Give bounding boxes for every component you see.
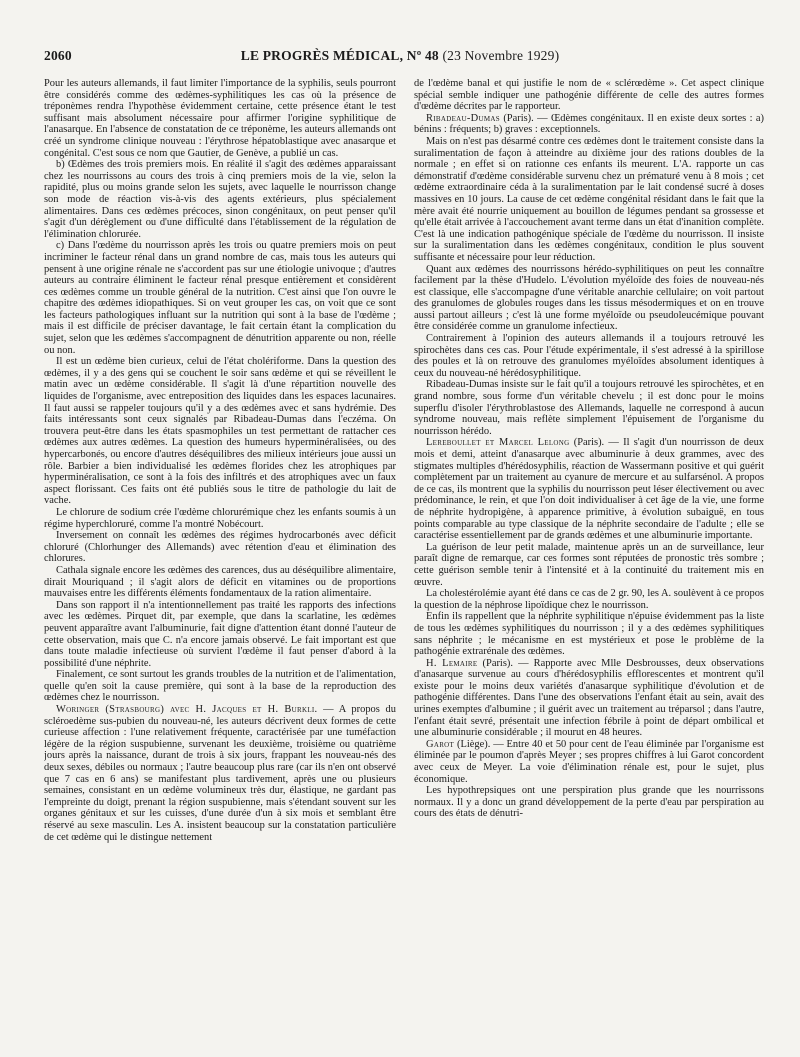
paragraph: Finalement, ce sont surtout les grands troubles de la nutrition et de l'alimentation, quelle qu'en soit la cause première, qui sont à la base de la reproduction des œdèmes chez le nourrisson. xyxy=(44,669,396,704)
report-text: — A propos du scléroedème sus-pubien du nouveau-né, les auteurs décrivent deux formes de cette curieuse affection : l'une relativement fréquente, caractérisée par une tuméfaction légère de la région suspubienne, survenant les deuxième, troisième ou quatrième jours après la naissance, durant de trois à six jours, frappant les nouveau-nés des deux sexes, débiles ou normaux ; l'autre beaucoup plus rare (car ils n'en ont observé que 7 cas en 6 ans) se manifestant plus tardivement, après une ou plusieurs semaines, consistant en un œdème volumineux très dur, élastique, ne gardant pas l'empreinte du doigt, prenant la région suspubienne, mais s'étendant souvent sur les organes génitaux et sur les cuisses, d'une durée d'un à six mois et semblant être réservé au sexe masculin. Les A. insistent beaucoup sur la constatation particulière de cet œdème qui le distingue nettement xyxy=(44,704,396,843)
paragraph: Inversement on connaît les œdèmes des régimes hydrocarbonés avec déficit chloruré (Chlorhunger des Allemands) avec rétention d'eau et élimination des chlorures. xyxy=(44,530,396,565)
journal-title: LE PROGRÈS MÉDICAL, xyxy=(240,48,404,63)
paragraph: Mais on n'est pas désarmé contre ces œdèmes dont le traitement consiste dans la suralimentation de façon à atteindre au dixième jour des rations doubles de la normale ; en effet si on rationne ces enfants ils meurent. L'A. rapporte un cas démonstratif d'œdème considérable survenu chez un prématuré venu à 8 mois ; cet œdème extraordinaire céda à la suralimentation par le lait condensé sucré à doses massives en 10 jours. La cause de cet œdème congénital résidant dans le fait que la mère avait été nourrie uniquement au bouillon de légumes pendant sa grossesse et qu'elle était arrivée à l'accouchement avant terme dans un état d'inanition complète. C'est là une indication pathogénique spéciale de l'œdème du nourrisson. Il insiste sur la suralimentation dans les œdèmes congénitaux, condition le plus souvent suffisante et nécessaire pour leur réduction. xyxy=(414,135,764,263)
paragraph: Quant aux œdèmes des nourrissons hérédo-syphilitiques on peut les connaître facilement par la thèse d'Hudelo. L'évolution myéloïde des foies de nouveau-nés est classique, elle s'accompagne d'une véritable anarchie cellulaire; on voit partout des granulomes de globules rouges dans les tissus mésodermiques et on en trouve aussi partout ailleurs ; c'est là une forme myéloïde ou pseudoleucémique pouvant être considérée comme un granulome infectieux. xyxy=(414,263,764,333)
running-head xyxy=(44,48,756,64)
issue-date: (23 Novembre 1929) xyxy=(442,48,560,63)
report-paragraph xyxy=(414,739,764,785)
report-text: (Paris). — Rapporte avec Mlle Desbrousses, deux observations d'anasarque survenue au cours d'hérédosyphilis efflorescentes et montrent qu'il existe pour le moins deux variétés d'anasarque syphilitique d'évolution et de pathogénie différentes. Dans l'une des observations l'enfant était au sein, avait des urines exemptes d'albumine ; il guérit avec un traitement au tréparsol ; dans l'autre, l'enfant était sevré, présentait une infection fébrile à point de départ ombilical et une albuminurie considérable ; il mourut en 48 heures. xyxy=(414,657,764,739)
report-text: (Liège). — Entre 40 et 50 pour cent de l'eau éliminée par l'organisme est éliminée par le poumon d'après Meyer ; ses propres chiffres à lui Garot concordent avec ceux de Meyer. La voie d'élimination rénale est, pour le sujet, plus économique. xyxy=(414,738,764,785)
report-authors: Lereboullet et Marcel Lelong xyxy=(426,437,570,449)
page-number: 2060 xyxy=(44,48,72,63)
right-column xyxy=(414,78,764,1050)
report-paragraph xyxy=(414,113,764,136)
paragraph: c) Dans l'œdème du nourrisson après les trois ou quatre premiers mois on peut incriminer le facteur rénal dans un grand nombre de cas, mais tous les auteurs qui pensent à une origine rénale ne s'accordent pas sur une étiologie univoque ; d'autres auteurs au contraire éliminent le facteur rénal presque entièrement et considèrent ces œdèmes comme un trouble général de la nutrition. C'est ainsi que l'on ouvre le chapitre des œdèmes idiopathiques. Si on veut grouper les cas, on voit que ce sont les facteurs pathologiques influant sur la nutrition qui sont à la base de l'œdème ; mais il est difficile de préciser davantage, le fait certain étant la complication du sujet, selon que les œdèmes s'accompagnent de dénutrition apparente ou non, réelle ou non. xyxy=(44,240,396,356)
report-authors: Woringer (Strasbourg) avec H. Jacques et H. Burkli. xyxy=(56,704,318,716)
report-text: (Paris). — Œdèmes congénitaux. Il en existe deux sortes : a) bénins : fréquents; b) graves : exceptionnels. xyxy=(414,112,764,136)
paragraph: Il est un œdème bien curieux, celui de l'état cholériforme. Dans la question des œdèmes, il y a des gens qui se couchent le soir sans œdème et qui se réveillent le matin avec un œdème considérable. Il s'agit là d'une répartition nouvelle des liquides de l'organisme, avec entreposition des liquides dans les espaces lacunaires. Il faut aussi se rappeler toujours qu'il y a des œdèmes avec et sans hydrémie. Des faits intéressants sont ceux signalés par Ribadeau-Dumas dans l'eczéma. On trouvera peut-être dans les états spasmophiles un test permettant de rattacher ces œdèmes aux autres œdèmes. La question des humeurs hyperminéralisées, ou des hypercarbonés, ou encore d'autres déséquilibres des milieux intérieurs joue aussi un rôle. Barbier a bien individualisé les œdèmes florides chez les atrophiques par hyperminéralisation, ce sont à la fois des infiltrés et des atrophiques avec un faux aspect florissant. Ces faits ont été publiés sous le titre de pathologie du lait de vache. xyxy=(44,356,396,507)
paragraph: Les hypothrepsiques ont une perspiration plus grande que les nourrissons normaux. Il y a donc un grand développement de la perte d'eau par perspiration au cours des états de dénutri- xyxy=(414,785,764,820)
paragraph: b) Œdèmes des trois premiers mois. En réalité il s'agit des œdèmes apparaissant chez les nourrissons au cours des trois à cinq premiers mois de la vie, selon la rapidité, plus ou moins grande selon les sujets, avec laquelle le nourrisson change son mode de réaction vis-à-vis des agents extérieurs, plus spécialement alimentaires. Dans ces œdèmes précoces, sinon congénitaux, on peut penser qu'il s'agit d'un dérèglement ou d'une difficulté dans l'établissement de la régulation de l'élimination chlorurée. xyxy=(44,159,396,240)
report-paragraph xyxy=(414,437,764,541)
report-paragraph xyxy=(414,658,764,739)
paragraph: Le chlorure de sodium crée l'œdème chlorurémique chez les enfants soumis à un régime hyperchloruré, comme l'a montré Nobécourt. xyxy=(44,506,396,530)
paragraph: Dans son rapport il n'a intentionnellement pas traité les rapports des infections avec les œdèmes. Pirquet dit, par exemple, que dans la scarlatine, les œdèmes peuvent apparaître avant l'albuminurie, fait digne d'attention étant donné l'auteur de cette observation, mais que C. n'a encore jamais observé. Le fait important est que dans toute maladie infectieuse où survient l'œdème il faut penser d'abord à la possibilité d'une néphrite. xyxy=(44,599,396,669)
paragraph: La guérison de leur petit malade, maintenue après un an de surveillance, leur paraît digne de remarque, car ces formes sont réputées de pronostic très sombre ; cette guérison semble tenir à l'intensité et à la continuité du traitement mis en œuvre. xyxy=(414,541,764,588)
paragraph: Cathala signale encore les œdèmes des carences, dus au déséquilibre alimentaire, dirait Mouriquand ; il s'agit alors de déficit en vitamines ou de proportions mauvaises entre les différents éléments fondamentaux de la ration alimentaire. xyxy=(44,564,396,600)
paragraph: de l'œdème banal et qui justifie le nom de « sclérœdème ». Cet aspect clinique spécial semble indiquer une pathogénie différente de celle des autres formes d'œdème décrites par le rapporteur. xyxy=(414,78,764,113)
left-column xyxy=(44,78,396,1050)
report-text: (Paris). — Il s'agit d'un nourrisson de deux mois et demi, atteint d'anasarque avec albuminurie à deux grammes, avec des stigmates multiples d'hérédosyphilis, réaction de Wassermann positive et qui guérit complètement par un traitement au cyanure de mercure et au sulfarsénol. A propos de ce cas, ils montrent que la syphilis du nourrisson peut léser électivement ou avec prédominance, le rein, et que l'on doit individualiser à cet âge de la vie, une forme de néphrite hydropigène, à apparence primitive, à évolution subaiguë, en tous points comparable au type classique de la néphrite secondaire de l'adulte ; elle se caractérise essentiellement par de grands œdèmes et une albuminurie importante. xyxy=(414,437,764,542)
paragraph: Enfin ils rappellent que la néphrite syphilitique n'épuise évidemment pas la liste de tous les œdèmes syphilitiques du nourrisson ; il y a des œdèmes syphilitiques sans néphrite ; le mécanisme en est mystérieux et pose le problème de la pathogénie extrarénale des œdèmes. xyxy=(414,611,764,658)
paragraph: Contrairement à l'opinion des auteurs allemands il a toujours retrouvé les spirochètes dans ces cas. Pour l'étude expérimentale, il s'est adressé à la spirillose des poules et là on retrouve des granulomes myéloïdes absolument identiques à ceux du nouveau-né hérédosyphilitique. xyxy=(414,333,764,379)
issue-number: Nº 48 xyxy=(406,48,439,63)
report-authors: H. Lemaire xyxy=(426,657,478,669)
paragraph: Ribadeau-Dumas insiste sur le fait qu'il a toujours retrouvé les spirochètes, et en grand nombre, sous forme d'un véritable chevelu ; il est donc pour le moins superflu d'isoler l'érythroblastose des Allemands, laquelle ne correspond à aucun syndrome nouveau, mais reflète simplement l'épuisement de l'organisme du nourrisson hérédo. xyxy=(414,379,764,437)
paragraph: Pour les auteurs allemands, il faut limiter l'importance de la syphilis, seuls pourront être considérés comme des œdèmes-syphilitiques les cas où la présence de tréponèmes rendra l'hypothèse évidemment certaine, cette présence étant le test suffisant mais absolument nécessaire pour affirmer l'origine syphilitique de l'anasarque. En l'absence de constatation de ce tréponème, les auteurs allemands ont créé un syndrome clinique nouveau : l'érythrose hépatoblastique avec anasarque et congénital. C'est sous ce nom que Gautier, de Genève, a publié un cas. xyxy=(44,78,396,159)
page-header xyxy=(44,48,756,68)
report-paragraph xyxy=(44,704,396,843)
report-authors: Ribadeau-Dumas xyxy=(426,112,500,124)
report-authors: Garot xyxy=(426,738,455,750)
paragraph: La cholestérolémie ayant été dans ce cas de 2 gr. 90, les A. soulèvent à ce propos la question de la néphrose lipoïdique chez le nourrisson. xyxy=(414,588,764,611)
